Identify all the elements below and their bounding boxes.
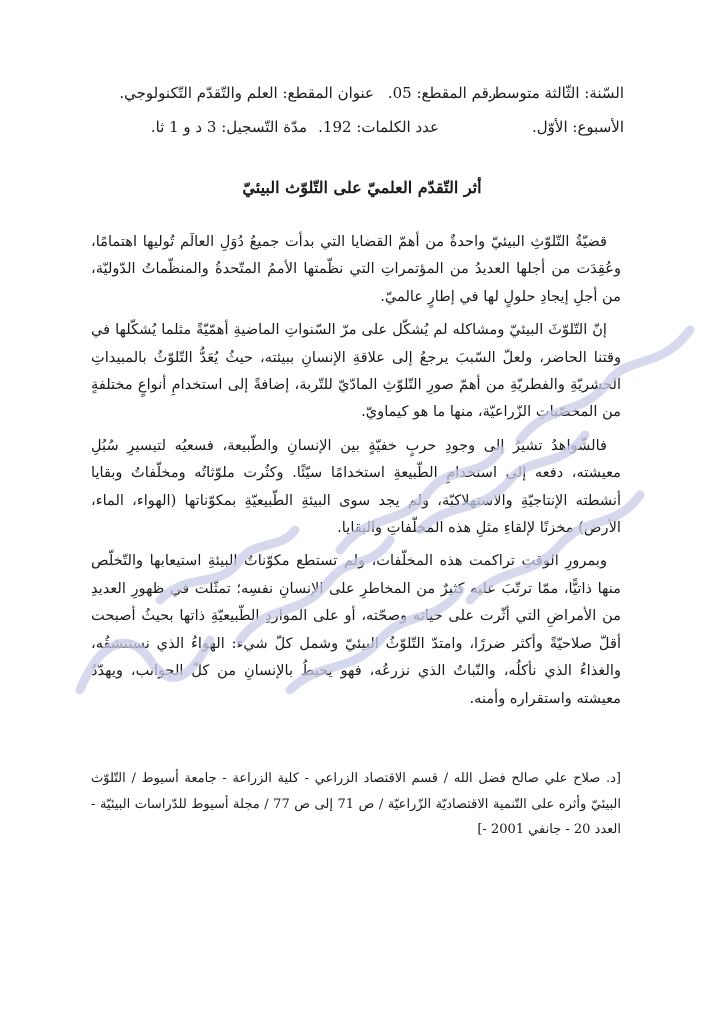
paragraph: وبمرورِ الوقتِ تراكمت هذه المخلّفات، ولم تستطع مكوّناتُ البيئةِ استيعابها والتّخلّص منها ذاتيًّا، ممّا ترتّبَ عليه كثيرٌ من المخاطرِ على الإنسانِ نفسِه؛ تمثّلت في ظهورِ العديدِ من الأمراضِ التي أثّرت على حياته وصحّته، أو على المواردِ الطّبيعيّةِ ذاتها بحيثُ أصبحت أقلّ صلاحيّةً وأكثر ضررًا، وامتدّ التّلوّثُ البيئيّ وشمل كلّ شيء: الهواءُ الذي نستنشقُه، والغذاءُ الذي نأكلُه، والنّباتُ الذي نزرعُه، فهو يحيطُ بالإنسانِ من كلّ الجوانب، ويهدّدُ معيشته واستقراره وأمنه. <box>91 552 621 707</box>
text-body <box>91 228 621 712</box>
header-row-1 <box>90 78 624 108</box>
unit-number: رقم المقطع: 05. <box>387 84 496 102</box>
school-level: السّنة: الثّالثة متوسط. <box>487 84 624 102</box>
source-citation: [د. صلاح علي صالح فضل الله / قسم الاقتصاد الزراعي - كلية الزراعة - جامعة أسيوط / التّلوّث البيئيّ وأثره على التّنمية الاقتصاديّة الزّراعيّة / ص 71 إلى ص 77 / مجلة أسيوط للدّراسات البيئيّة - العدد 20 - جانفي 2001 -] <box>91 771 621 837</box>
paragraph: قضيّةُ التّلوّثِ البيئيّ واحدةٌ من أهمّ القضايا التي بدأت جميعُ دُوَلِ العالَم تُوليها اهتمامًا، وعُقِدَت من أجلها العديدُ من المؤتمراتِ التي نظّمتها الأممُ المتّحدةُ والمنظّماتُ الدّوليّة، من أجلِ إيجادِ حلولٍ لها في إطارٍ عالميّ. <box>91 233 621 305</box>
text-title: أثر التّقدّم العلميّ على التّلوّث البيئيّ <box>242 178 482 197</box>
header-row-2 <box>90 112 624 142</box>
week-label: الأسبوع: الأوّل. <box>532 118 624 136</box>
paragraph: فالشّواهدُ تشيرُ إلى وجودِ حربٍ خفيّةٍ بين الإنسانِ والطّبيعة، فسعيُه لتيسيرِ سُبُلِ معيشته، دفعه إلى استخدامِ الطّبيعةِ استخدامًا سيّئًا. وكثُرت ملوّثاتُه ومخلّفاتُ وبقايا أنشطته الإنتاجيّةِ والاستهلاكيّة، ولم يجد سوى البيئةِ الطّبيعيّةِ بمكوّناتها (الهواء، الماء، الأرض) مخزنًا لإلقاءِ مثلِ هذه المخلّفاتِ والبقايا. <box>91 436 621 537</box>
recording-duration: مدّة التّسجيل: 3 د و 1 ثا. <box>150 118 307 136</box>
paragraph: إنّ التّلوّثَ البيئيّ ومشاكله لم يُشكّل على مرّ السّنواتِ الماضيةِ أهمّيّةً مثلما يُشكّلها في وقتنا الحاضر، ولعلّ السّببَ يرجعُ إلى علاقةِ الإنسانِ ببيئته، حيثُ يُعَدُّ التّلوّثُ بالمبيداتِ الحشريّةِ والفطريّةِ من أهمّ صورِ التّلوّثِ المادّيّ للتّربة، إضافةً إلى استخدامِ أنواعٍ مختلفةٍ من المخصّباتِ الزّراعيّة، منها ما هو كيماويّ. <box>91 321 621 421</box>
unit-title: عنوان المقطع: العلم والتّقدّم التّكنولوجي. <box>119 84 374 102</box>
word-count: عدد الكلمات: 192. <box>318 118 439 136</box>
